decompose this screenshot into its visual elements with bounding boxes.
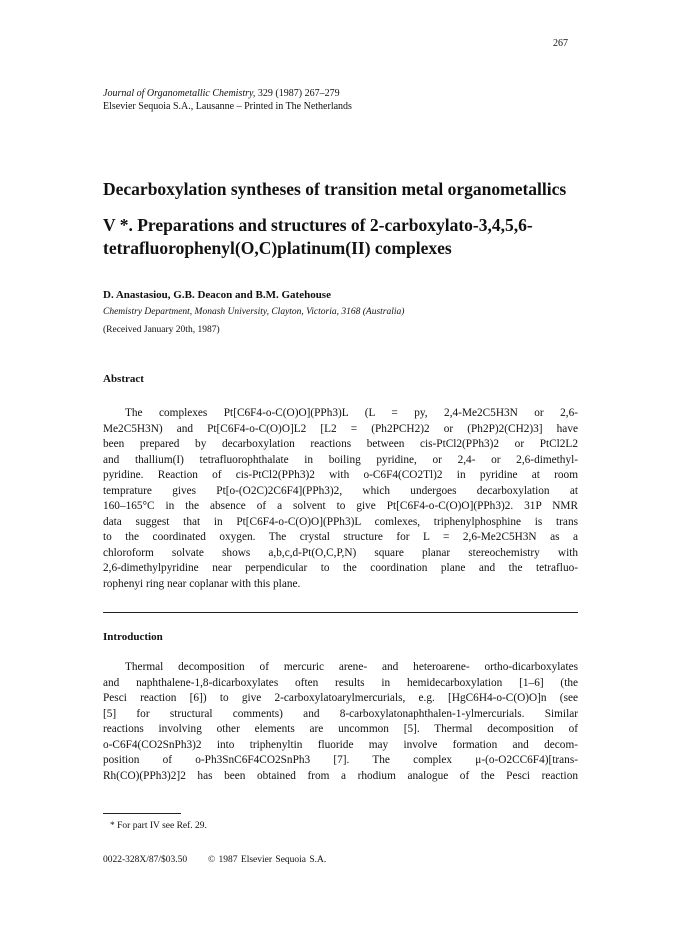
intro-line: Pesci reaction [6]) to give 2-carboxylatoarylmercurials, e.g. [HgC6H4-o-C(O)O]n (see: [103, 692, 578, 704]
abstract-line: to the coordinated oxygen. The crystal structure for L = 2,6-Me2C5H3N as a: [103, 531, 578, 543]
affiliation: Chemistry Department, Monash University, Clayton, Victoria, 3168 (Australia): [103, 307, 405, 317]
abstract-line: chloroform solvate shows a,b,c,d-Pt(O,C,P,N) square planar stereochemistry with: [103, 546, 578, 559]
abstract-line: temprature gives Pt[o-(O2C)2C6F4](PPh3)2, which undergoes decarboxylation at: [103, 484, 578, 497]
intro-line: reactions involving other elements are uncommon [5]. Thermal decomposition of: [103, 723, 578, 735]
abstract-line: been prepared by decarboxylation reactions between cis-PtCl2(PPh3)2 or PtCl2L2: [103, 438, 578, 450]
abstract-line: 160–165°C in the absence of a solvent to give Pt[C6F4-o-C(O)O](PPh3)2. 31P NMR: [103, 500, 578, 512]
journal-volume: 329 (1987) 267–279: [255, 88, 340, 99]
abstract-line: data suggest that in Pt[C6F4-o-C(O)O](PPh3)L comlexes, triphenylphosphine is trans: [103, 515, 578, 528]
intro-line: o-C6F4(CO2SnPh3)2 into triphenyltin fluoride may involve formation and decom-: [103, 738, 578, 751]
intro-line: Rh(CO)(PPh3)2]2 has been obtained from a rhodium analogue of the Pesci reaction: [103, 769, 578, 782]
abstract-line: The complexes Pt[C6F4-o-C(O)O](PPh3)L (L = py, 2,4-Me2C5H3N or 2,6-: [125, 407, 578, 419]
abstract-line: pyridine. Reaction of cis-PtCl2(PPh3)2 with o-C6F4(CO2Tl)2 in pyridine at room: [103, 469, 578, 481]
introduction-heading: Introduction: [103, 631, 163, 643]
intro-line: and naphthalene-1,8-dicarboxylates often results in hemidecarboxylation [1–6] (the: [103, 676, 578, 689]
footnote-rule: [103, 813, 181, 814]
intro-line: Thermal decomposition of mercuric arene- and heteroarene- ortho-dicarboxylates: [125, 661, 578, 673]
abstract-heading: Abstract: [103, 373, 144, 385]
intro-line: [5] for structural comments) and 8-carboxylatonaphthalen-1-ylmercurials. Similar: [103, 707, 578, 720]
received-date: (Received January 20th, 1987): [103, 325, 220, 335]
title-line-2: V *. Preparations and structures of 2-carboxylato-3,4,5,6-: [103, 215, 533, 235]
title-block: [103, 214, 583, 260]
publisher-line: Elsevier Sequoia S.A., Lausanne – Printed in The Netherlands: [103, 101, 352, 112]
journal-citation: [103, 87, 352, 100]
page-footer: [103, 855, 326, 865]
introduction-body: [103, 660, 578, 784]
copyright: © 1987 Elsevier Sequoia S.A.: [207, 855, 327, 865]
title-line-1: Decarboxylation syntheses of transition metal organometallics: [103, 179, 567, 199]
journal-name: Journal of Organometallic Chemistry,: [103, 88, 256, 99]
title-line-3: tetrafluorophenyl(O,C)platinum(II) complexes: [103, 238, 452, 258]
abstract-line: 2,6-dimethylpyridine near perpendicular to the coordination plane and the tetrafluo-: [103, 562, 578, 574]
section-divider: [103, 612, 578, 613]
journal-header: [103, 87, 352, 113]
intro-line: position of o-Ph3SnC6F4CO2SnPh3 [7]. The complex μ-(o-O2CC6F4)[trans-: [103, 754, 578, 766]
issn-price: 0022-328X/87/$03.50: [103, 855, 188, 865]
footnote: * For part IV see Ref. 29.: [110, 821, 207, 831]
abstract-body: [103, 406, 578, 592]
abstract-line: rophenyi ring near coplanar with this plane.: [103, 577, 301, 590]
abstract-line: and thallium(I) tetrafluorophthalate in boiling pyridine, or 2,4- or 2,6-dimethyl-: [103, 453, 578, 466]
abstract-line: Me2C5H3N) and Pt[C6F4-o-C(O)O]L2 [L2 = (Ph2PCH2)2 or (Ph2P)2(CH2)3] have: [103, 422, 578, 435]
authors: D. Anastasiou, G.B. Deacon and B.M. Gatehouse: [103, 289, 331, 301]
page-number: 267: [553, 38, 568, 49]
